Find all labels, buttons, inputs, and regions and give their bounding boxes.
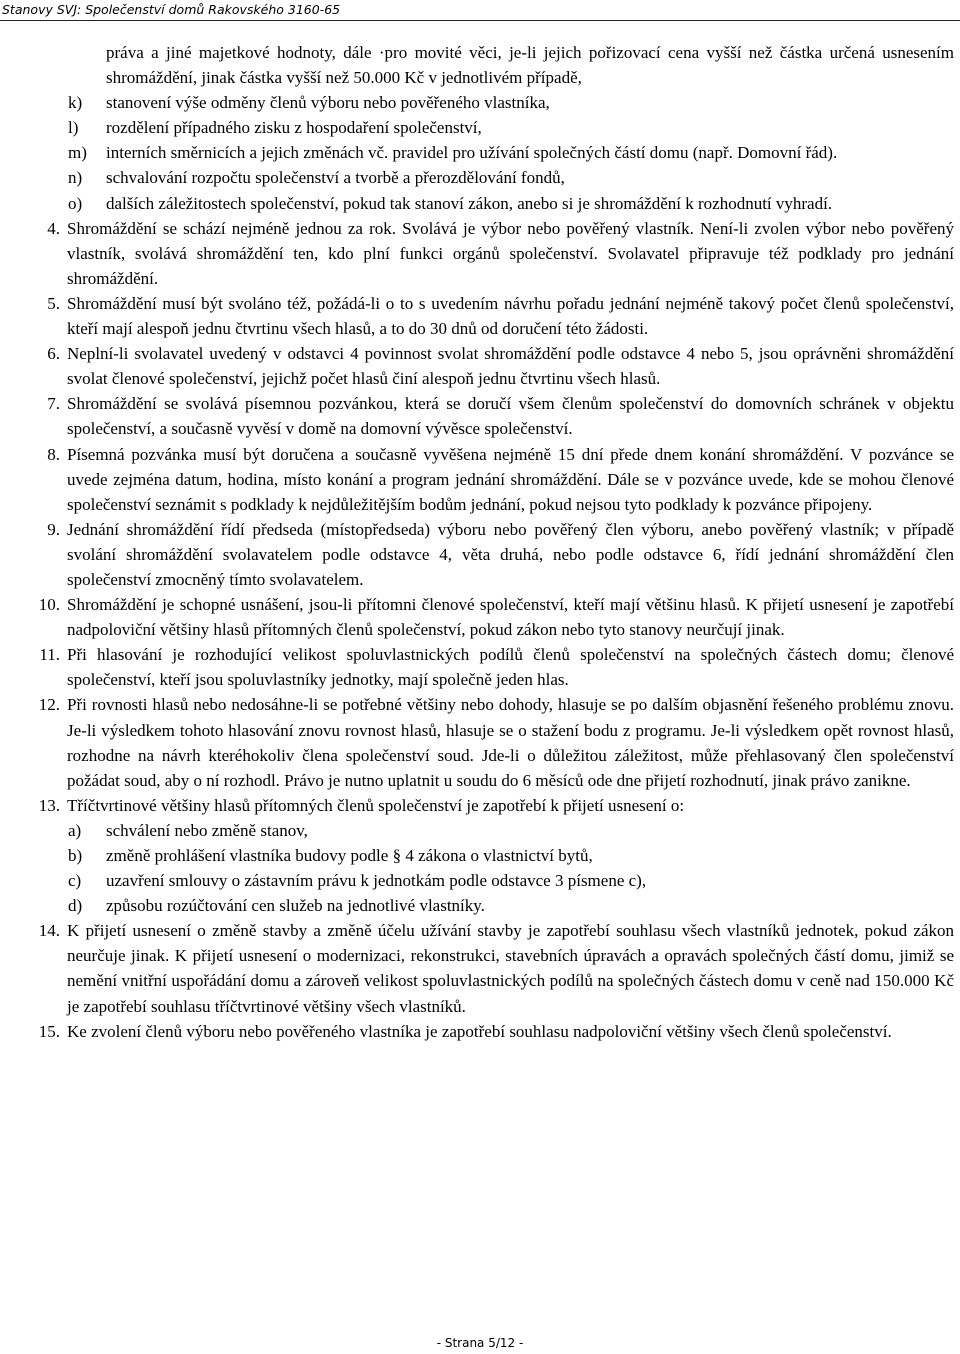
item-text: rozdělení případného zisku z hospodaření společenství, [106,118,482,138]
paragraph-number: 7. [47,394,60,414]
paragraph-14 [0,918,960,1018]
paragraph-text: Shromáždění je schopné usnášení, jsou-li přítomni členové společenství, kteří mají většinu hlasů. K přijetí usnesení je zapotřebí nadpoloviční většiny hlasů přítomných členů společenství, pokud zákon nebo tyto stanovy neurčují jinak. [67,595,954,640]
continuation-paragraph [0,40,960,90]
paragraph-text: Při hlasování je rozhodující velikost spoluvlastnických podílů členů společenství na společných částech domu; členové společenství, kteří jsou spoluvlastníky jednotky, mají společně jeden hlas. [67,645,954,690]
item-text: uzavření smlouvy o zástavním právu k jednotkám podle odstavce 3 písmene c), [106,871,647,891]
paragraph-6 [0,341,960,391]
list-item-l [0,115,960,140]
paragraph-number: 13. [38,795,60,815]
paragraph-text: Při rovnosti hlasů nebo nedosáhne-li se potřebné většiny nebo dohody, hlasuje se po dalším objasnění řešeného problému znovu. Je-li výsledkem tohoto hlasování znovu rovnost hlasů, hlasuje se o stažení bodu z programu. Je-li výsledkem opět rovnost hlasů, rozhodne na návrh kteréhokoliv člena společenství soud. Jde-li o důležitou záležitost, může přehlasovaný člen společenství požádat soud, aby o ní rozhodl. Právo je nutno uplatnit u soudu do 6 měsíců ode dne přijetí rozhodnutí, jinak právo zanikne. [67,695,954,790]
paragraph-number: 12. [38,695,60,715]
list-item-n [0,165,960,190]
list-item-a [0,818,960,843]
item-text: schvalování rozpočtu společenství a tvorbě a přerozdělování fondů, [106,168,565,188]
paragraph-text: Shromáždění musí být svoláno též, požádá-li o to s uvedením návrhu pořadu jednání nejméně takový počet členů společenství, kteří mají alespoň jednu čtvrtinu všech hlasů, a to do 30 dnů od doručení této žádosti. [67,293,954,339]
item-letter: c) [68,871,82,891]
item-letter: m) [68,143,87,163]
paragraph-9 [0,517,960,592]
item-letter: b) [68,846,83,865]
list-item-m [0,140,960,165]
paragraph-text: K přijetí usnesení o změně stavby a změně účelu užívání stavby je zapotřebí souhlasu všech vlastníků jednotek, pokud zákon neurčuje jinak. K přijetí usnesení o modernizaci, rekonstrukci, stavebních úpravách a opravách společných částí domu, jimiž se nemění vnitřní uspořádání domu a zároveň velikost spoluvlastnických podílů na společných částech domu v ceně nad 150.000 Kč je zapotřebí souhlasu tříčtvrtinové většiny všech vlastníků. [67,921,954,1016]
paragraph-text: Neplní-li svolavatel uvedený v odstavci 4 povinnost svolat shromáždění podle odstavce 4 nebo 5, jsou oprávněni shromáždění svolat členové společenství, jejichž počet hlasů činí alespoň jednu čtvrtinu všech hlasů. [67,344,954,389]
paragraph-text: Písemná pozvánka musí být doručena a současně vyvěšena nejméně 15 dní přede dnem konání shromáždění. V pozvánce se uvede zejména datum, hodina, místo konání a program jednání shromáždění. Dále se v pozvánce uvede, kde se mohou členové společenství seznámit s podklady k nejdůležitějším bodům jednání, pokud nejsou tyto podklady k pozvánce připojeny. [67,444,954,514]
paragraph-number: 14. [38,921,60,941]
paragraph-text: Shromáždění se svolává písemnou pozvánkou, která se doručí všem členům společenství do domovních schránek v objektu společenství, a současně vyvěsí v domě na domovní vývěsce společenství. [67,394,954,439]
paragraph-13 [0,793,960,818]
paragraph-12 [0,692,960,792]
item-letter: o) [68,193,83,213]
paragraph-text: Tříčtvrtinové většiny hlasů přítomných členů společenství je zapotřebí k přijetí usnesení o: [67,795,685,815]
page-body [0,40,960,1044]
item-letter: d) [68,896,83,916]
paragraph-number: 11. [39,645,60,665]
list-item-b [0,843,960,868]
page-footer: - Strana 5/12 - [436,1336,524,1350]
paragraph-11 [0,642,960,692]
item-letter: k) [68,93,83,113]
paragraph-5 [0,291,960,341]
list-item-d [0,893,960,918]
item-text: stanovení výše odměny členů výboru nebo pověřeného vlastníka, [106,93,550,113]
paragraph-number: 4. [47,218,60,238]
paragraph-text: Ke zvolení členů výboru nebo pověřeného vlastníka je zapotřebí souhlasu nadpoloviční většiny všech členů společenství. [67,1021,892,1041]
paragraph-8 [0,442,960,517]
list-item-c [0,868,960,893]
paragraph-7 [0,391,960,441]
item-letter: n) [68,168,83,188]
paragraph-number: 10. [38,595,60,615]
page-header: Stanovy SVJ: Společenství domů Rakovského 3160-65 [0,0,960,21]
item-letter: l) [68,118,79,138]
paragraph-number: 5. [47,293,60,313]
paragraph-4 [0,216,960,291]
paragraph-text: Shromáždění se schází nejméně jednou za rok. Svolává je výbor nebo pověřený vlastník. Není-li zvolen výbor nebo pověřený vlastník, svolává shromáždění ten, kdo plní funkci orgánů společenství. Svolavatel připravuje též podklady pro jednání shromáždění. [67,218,954,288]
item-text: interních směrnicích a jejich změnách vč. pravidel pro užívání společných částí domu (např. Domovní řád). [106,143,838,163]
list-item-k [0,90,960,115]
item-text: změně prohlášení vlastníka budovy podle § 4 zákona o vlastnictví bytů, [106,846,593,865]
paragraph-10 [0,592,960,642]
item-text: schválení nebo změně stanov, [106,820,308,840]
paragraph-number: 9. [47,519,60,539]
paragraph-number: 15. [38,1021,60,1041]
paragraph-number: 6. [47,344,60,364]
item-text: dalších záležitostech společenství, pokud tak stanoví zákon, anebo si je shromáždění k rozhodnutí vyhradí. [106,193,833,213]
paragraph-15 [0,1019,960,1044]
item-letter: a) [68,820,82,840]
paragraph-text: Jednání shromáždění řídí předseda (místopředseda) výboru nebo pověřený člen výboru, anebo pověřený vlastník; v případě svolání shromáždění svolavatelem podle odstavce 4, věta druhá, nebo podle odstavce 6, řídí jednání shromáždění člen společenství zmocněný tímto svolavatelem. [67,519,954,589]
item-text: způsobu rozúčtování cen služeb na jednotlivé vlastníky. [106,896,485,916]
paragraph-number: 8. [47,444,60,464]
list-item-o [0,191,960,216]
continuation-text: práva a jiné majetkové hodnoty, dále ·pro movité věci, je-li jejich pořizovací cena vyšší než částka určená usnesením shromáždění, jinak částka vyšší než 50.000 Kč v jednotlivém případě, [106,43,954,88]
